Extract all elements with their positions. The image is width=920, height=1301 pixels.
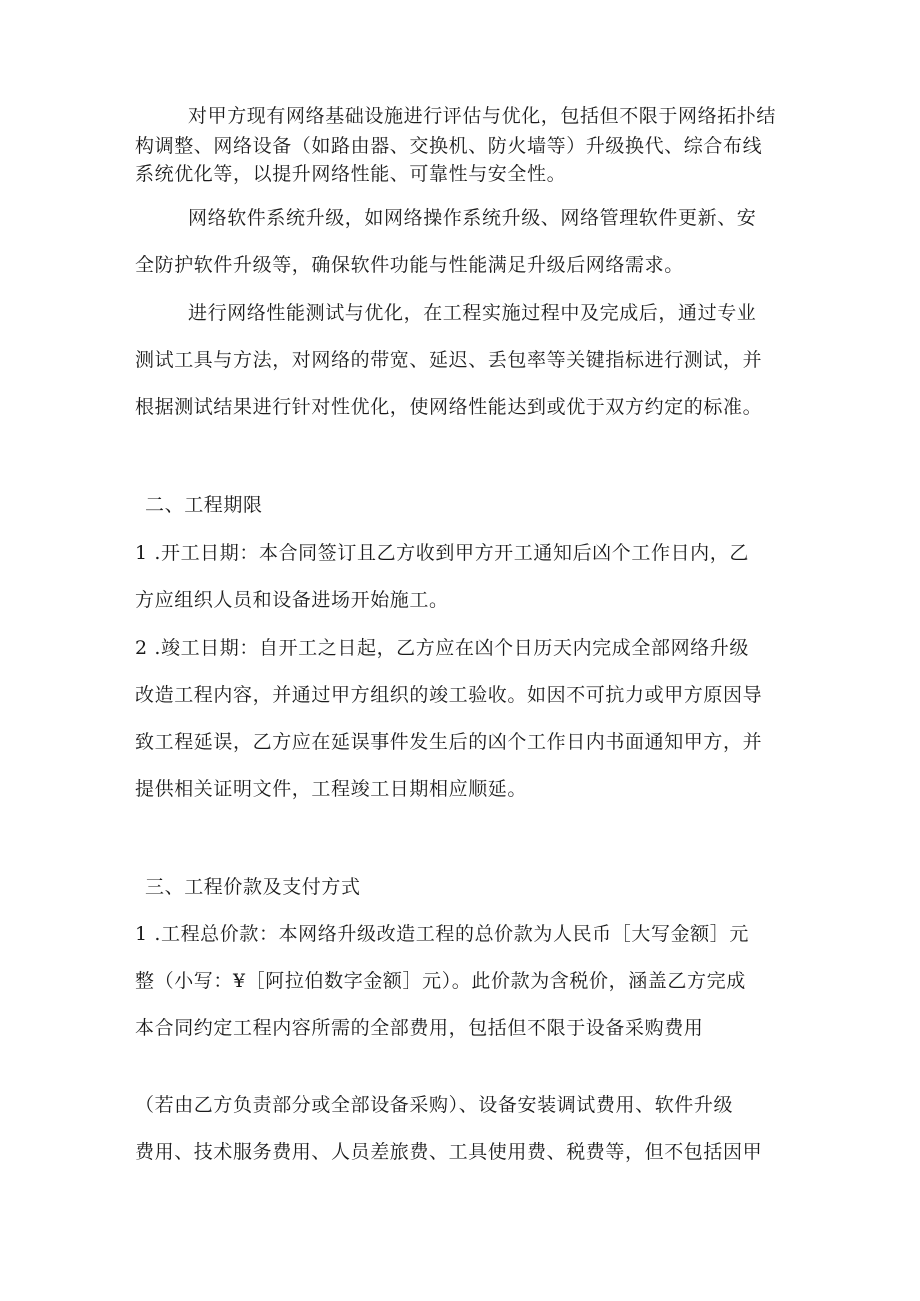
list-item-line: 1 .开工日期：本合同签订且乙方收到甲方开工通知后凶个工作日内，乙	[135, 542, 749, 564]
paragraph-line: 进行网络性能测试与优化，在工程实施过程中及完成后，通过专业	[188, 302, 757, 324]
list-item-line: 方应组织人员和设备进场开始施工。	[135, 589, 449, 611]
paragraph-line: 网络软件系统升级，如网络操作系统升级、网络管理软件更新、安	[188, 207, 757, 229]
list-item-line: 提供相关证明文件，工程竣工日期相应顺延。	[135, 778, 528, 800]
list-item-line: 致工程延误，乙方应在延误事件发生后的凶个工作日内书面通知甲方，并	[135, 731, 763, 753]
list-item-line: （若由乙方负责部分或全部设备采购）、设备安装调试费用、软件升级	[135, 1094, 734, 1116]
paragraph-line: 根据测试结果进行针对性优化，使网络性能达到或优于双方约定的标准。	[135, 396, 763, 418]
paragraph-line: 测试工具与方法，对网络的带宽、延迟、丢包率等关键指标进行测试，并	[135, 349, 763, 371]
section-heading: 三、工程价款及支付方式	[145, 876, 361, 898]
list-item-line: 本合同约定工程内容所需的全部费用，包括但不限于设备采购费用	[135, 1017, 704, 1039]
paragraph-line: 系统优化等，以提升网络性能、可靠性与安全性。	[135, 163, 567, 185]
paragraph-line: 全防护软件升级等，确保软件功能与性能满足升级后网络需求。	[135, 254, 684, 276]
list-item-line: 1 .工程总价款：本网络升级改造工程的总价款为人民币［大写金额］元	[135, 923, 749, 945]
list-item-line: 费用、技术服务费用、人员差旅费、工具使用费、税费等，但不包括因甲	[135, 1141, 763, 1163]
paragraph-line: 构调整、网络设备（如路由器、交换机、防火墙等）升级换代、综合布线	[135, 135, 763, 157]
list-item-line: 整（小写：¥［阿拉伯数字金额］元）。此价款为含税价，涵盖乙方完成	[135, 970, 746, 992]
list-item-line: 改造工程内容，并通过甲方组织的竣工验收。如因不可抗力或甲方原因导	[135, 684, 763, 706]
paragraph-line: 对甲方现有网络基础设施进行评估与优化，包括但不限于网络拓扑结	[188, 105, 777, 127]
list-item-line: 2 .竣工日期：自开工之日起，乙方应在凶个日历天内完成全部网络升级	[135, 637, 749, 659]
section-heading: 二、工程期限	[145, 494, 263, 516]
